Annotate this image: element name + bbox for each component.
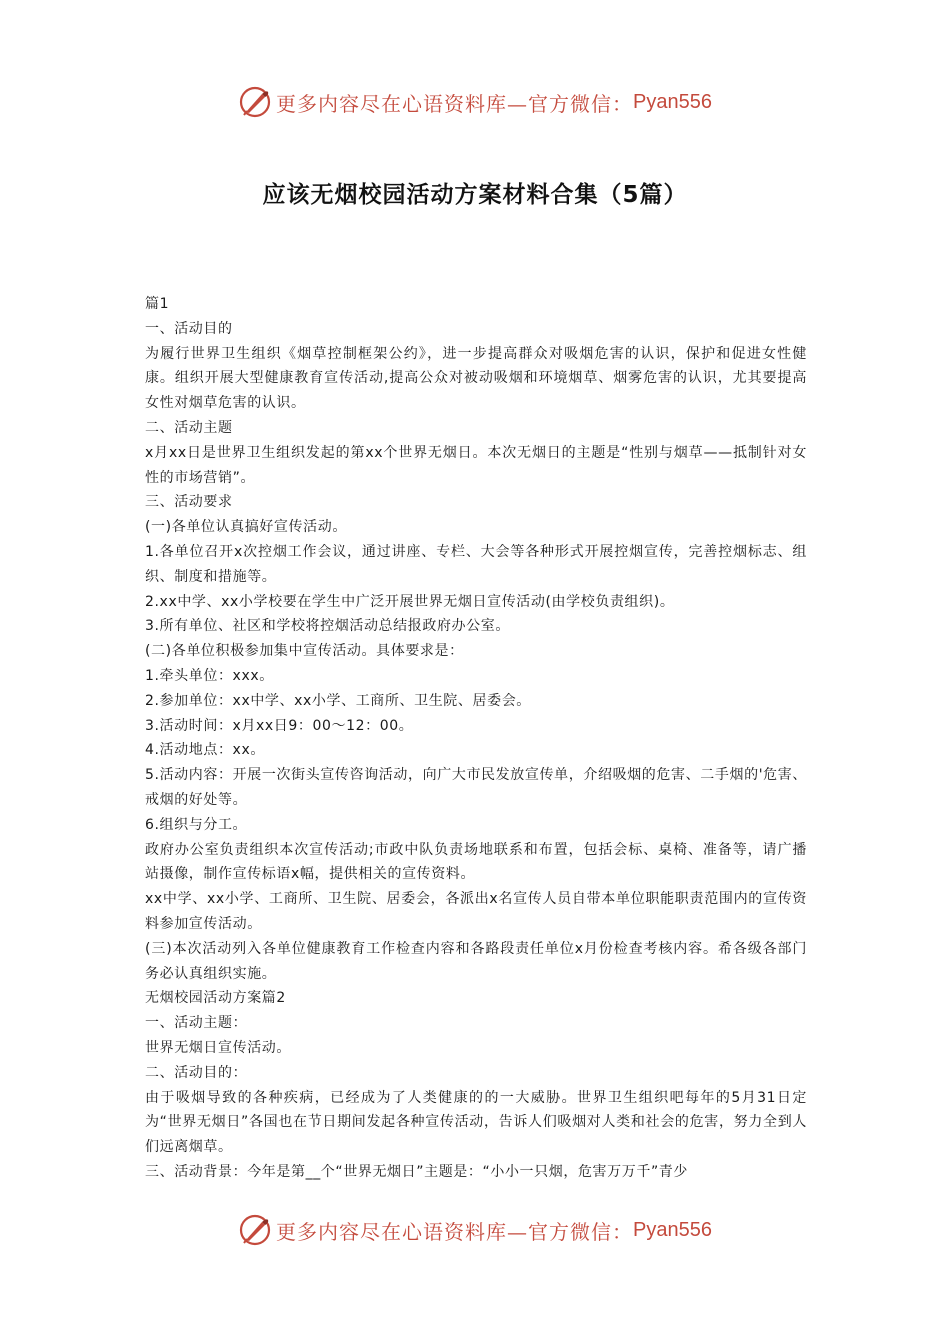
paragraph: 1.牵头单位：xxx。 [145,667,274,684]
paragraph: 篇1 [145,296,170,312]
paragraph: 1.各单位召开x次控烟工作会议，通过讲座、专栏、大会等各种形式开展控烟宣传，完善控烟标志、组织、制度和措施等。 [145,543,807,585]
paragraph: 二、活动目的： [145,1064,248,1081]
document-body [145,292,807,1185]
paragraph: (二)各单位积极参加集中宣传活动。具体要求是： [145,643,464,660]
paragraph: 6.组织与分工。 [145,816,248,833]
banner-text: 更多内容尽在心语资料库—官方微信： [276,1219,634,1244]
paragraph: 4.活动地点：xx。 [145,742,265,759]
document-title: 应该无烟校园活动方案材料合集（5篇） [262,182,688,208]
paragraph: 3.所有单位、社区和学校将控烟活动总结报政府办公室。 [145,618,510,635]
paragraph: (一)各单位认真搞好宣传活动。 [145,519,347,536]
paragraph: 由于吸烟导致的各种疾病，已经成为了人类健康的的一大威胁。世界卫生组织吧每年的5月31日定为“世界无烟日”各国也在节日期间发起各种宣传活动，告诉人们吸烟对人类和社会的危害，努力全到人们远离烟草。 [145,1089,807,1156]
paragraph: 2.xx中学、xx小学校要在学生中广泛开展世界无烟日宣传活动(由学校负责组织)。 [145,593,675,610]
paragraph: x月xx日是世界卫生组织发起的第xx个世界无烟日。本次无烟日的主题是“性别与烟草——抵制针对女性的市场营销”。 [145,444,807,486]
paragraph: 2.参加单位：xx中学、xx小学、工商所、卫生院、居委会。 [145,692,531,709]
paragraph: 二、活动主题 [145,419,233,436]
watermark-banner-bottom [0,1208,950,1252]
watermark-banner-top [0,80,950,124]
paragraph: 三、活动背景：今年是第__个“世界无烟日”主题是：“小小一只烟，危害万万千”青少 [145,1163,689,1180]
paragraph: 无烟校园活动方案篇2 [145,990,286,1007]
banner-wechat-id: Pyan556 [633,1218,712,1241]
quill-logo-icon [238,85,272,119]
paragraph: 三、活动要求 [145,494,233,511]
banner-text: 更多内容尽在心语资料库—官方微信： [276,91,634,116]
banner-wechat-id: Pyan556 [633,90,712,113]
paragraph: 3.活动时间：x月xx日9：00～12：00。 [145,717,414,734]
paragraph: (三)本次活动列入各单位健康教育工作检查内容和各路段责任单位x月份检查考核内容。希各级各部门务必认真组织实施。 [145,940,807,982]
paragraph: 为履行世界卫生组织《烟草控制框架公约》，进一步提高群众对吸烟危害的认识，保护和促进女性健康。组织开展大型健康教育宣传活动,提高公众对被动吸烟和环境烟草、烟雾危害的认识，尤其要提高女性对烟草危害的认识。 [145,345,807,412]
paragraph: 一、活动主题： [145,1015,248,1032]
paragraph: xx中学、xx小学、工商所、卫生院、居委会，各派出x名宣传人员自带本单位职能职责范围内的宣传资料参加宣传活动。 [145,891,807,932]
paragraph: 政府办公室负责组织本次宣传活动;市政中队负责场地联系和布置，包括会标、桌椅、准备等，请广播站摄像，制作宣传标语x幅，提供相关的宣传资料。 [145,841,807,883]
paragraph: 一、活动目的 [145,320,233,337]
paragraph: 5.活动内容：开展一次街头宣传咨询活动，向广大市民发放宣传单，介绍吸烟的危害、二手烟的'危害、戒烟的好处等。 [145,767,807,808]
paragraph: 世界无烟日宣传活动。 [145,1039,291,1056]
quill-logo-icon [238,1213,272,1247]
